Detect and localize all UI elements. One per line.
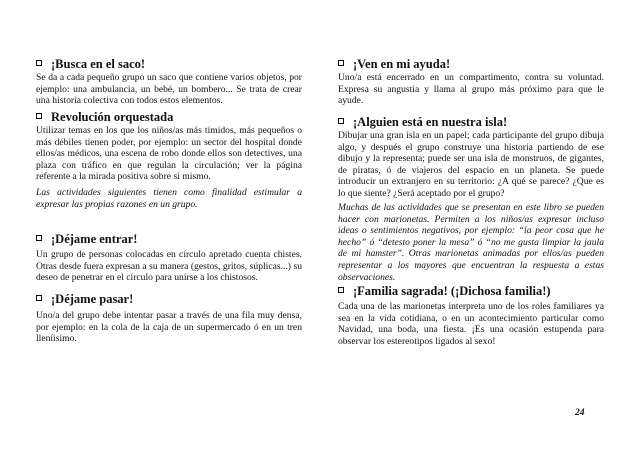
section-heading: ¡Déjame entrar! — [36, 232, 137, 247]
section-text: Cada una de las marionetas interpreta uno de los roles familiares ya sea en la vida cotidiana, o en un acontecimiento particular como Navidad, una boda, una fiesta. ¡Es una ocasión estupenda para observar los estereotipos ligados al sexo! — [338, 301, 604, 347]
section-text: Uno/a del grupo debe intentar pasar a través de una fila muy densa, por ejemplo: en la cola de la caja de un supermercado ó en un tren lleníisimo. — [36, 310, 302, 345]
checkbox-bullet-icon — [36, 235, 42, 241]
section-heading: ¡Déjame pasar! — [36, 292, 133, 307]
section-text: Un grupo de personas colocadas en círculo apretado cuenta chistes. Otras desde fuera expresan a su manera (gestos, gritos, súplicas...) su deseo de penetrar en el círculo para unirse a los chistosos. — [36, 249, 302, 284]
section-heading: Revolución orquestada — [36, 110, 173, 125]
checkbox-bullet-icon — [338, 60, 344, 66]
checkbox-bullet-icon — [36, 60, 42, 66]
section-heading: ¡Alguien está en nuestra isla! — [338, 115, 507, 130]
section-heading: ¡Ven en mi ayuda! — [338, 57, 450, 72]
checkbox-bullet-icon — [36, 295, 42, 301]
section-text: Dibujar una gran isla en un papel; cada participante del grupo dibuja algo, y después el grupo construye una historia partiendo de ese dibujo y la representa; puede ser una isla de monstruos, de gigantes, de piratas, ó de viajeros del espacio en un planeta. Se puede introducir un extranjero en su territorio: ¿A qué se parece? ¿Que es lo que siente? ¿Será aceptado por el grupo? — [338, 130, 604, 199]
italic-note: Muchas de las actividades que se presentan en este libro se pueden hacer con marionetas. Permiten a los niños/as expresar incluso ideas o sentimientos negativos, por ejemplo: “la peor cosa que he hecho” ó “detesto poner la mesa” ó “no me gusta limpiar la jaula de mi hamster”. Otras marionetas animadas por ellos/as pueden representar a los mayores que encuentran la respuesta a estas observaciones. — [338, 202, 604, 283]
italic-note: Las actividades siguientes tienen como finalidad estimular a expresar las propias razones en un grupo. — [36, 187, 302, 210]
checkbox-bullet-icon — [36, 113, 42, 119]
checkbox-bullet-icon — [338, 118, 344, 124]
page-number: 24 — [575, 408, 585, 418]
section-text: Utilizar temas en los que los niños/as más tímidos, más pequeños o más débiles tienen poder, por ejemplo: un sector del hospital donde ellos/as médicos, una escena de robo donde ellos son detectives, una plaza con tráfico en que regulan la circulación; ver la página referente a la mirada positiva sobre sí mismo. — [36, 125, 302, 183]
section-heading: ¡Familia sagrada! (¡Dichosa familia!) — [338, 284, 551, 299]
section-heading: ¡Busca en el saco! — [36, 57, 145, 72]
section-text: Se da a cada pequeño grupo un saco que contiene varios objetos, por ejemplo: una ambulancia, un bebé, un bombero... Se trata de crear una historia colectiva con todos estos elementos. — [36, 72, 302, 107]
section-text: Uno/a está encerrado en un compartimento, contra su voluntad. Expresa su angustia y llama al grupo más próximo para que le ayude. — [338, 72, 604, 107]
checkbox-bullet-icon — [338, 287, 344, 293]
